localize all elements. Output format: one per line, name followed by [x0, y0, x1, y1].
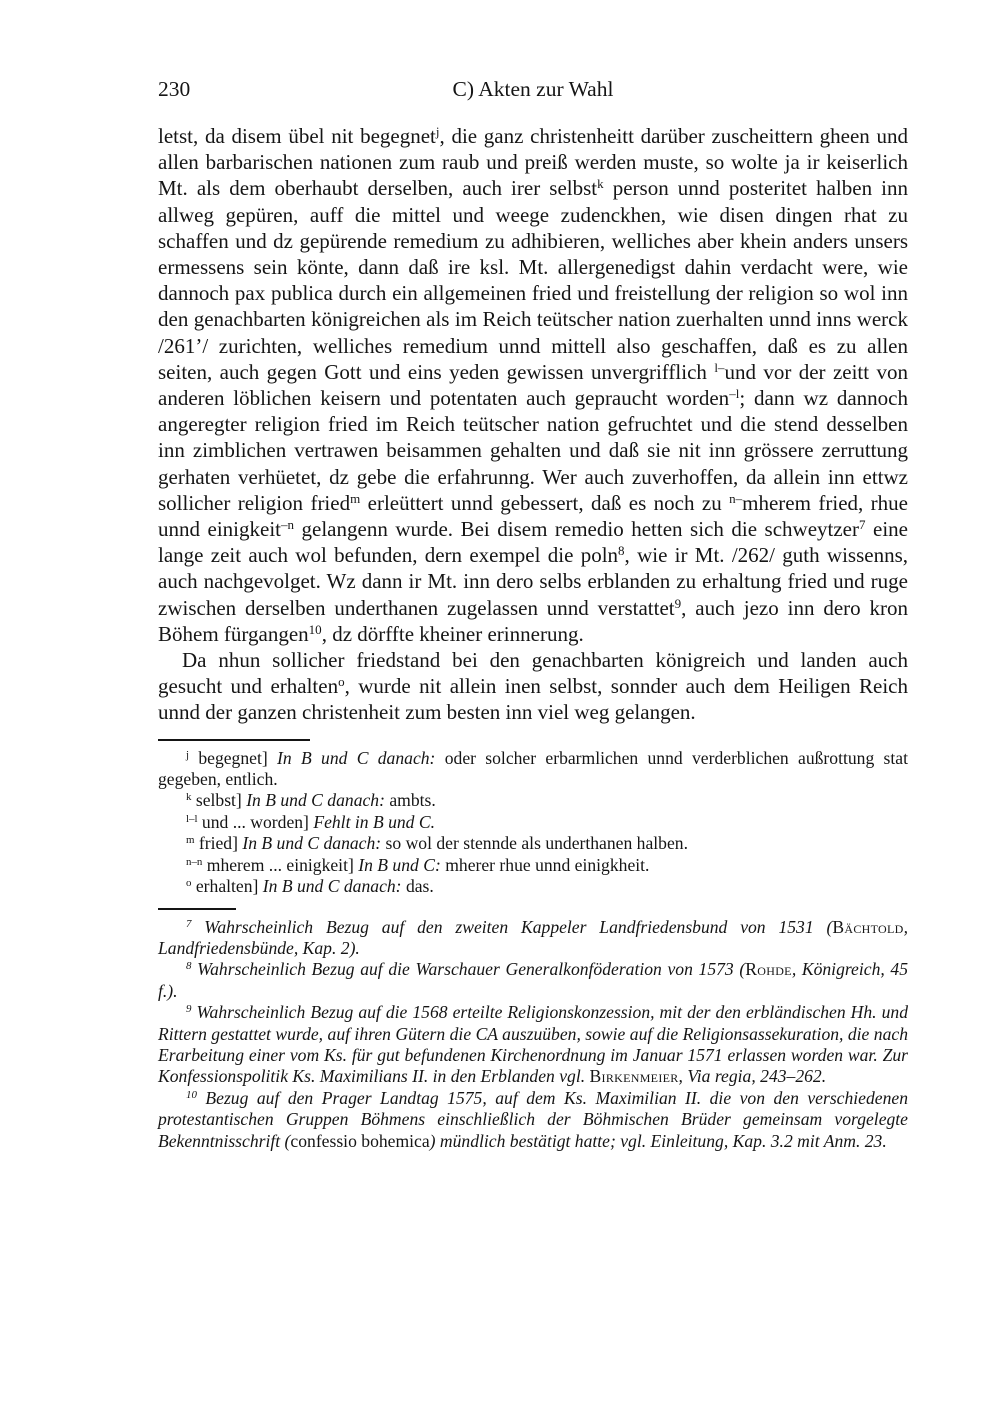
note-reference: 8: [618, 543, 625, 559]
text-run: In B und C danach:: [262, 876, 402, 897]
text-column: [158, 76, 908, 1152]
footnote-entry: [158, 959, 908, 1002]
text-run: Birkenmeier: [589, 1066, 679, 1087]
apparatus-marker: n–n: [186, 855, 203, 868]
text-run: Bezug auf den Prager Landtag 1575, auf dem Ks. Maximilian II. die von den verschiedenen protestantischen Gruppen Böhmens einschließlich der Böhmischen Brüder gemeinsam vorgelegte Bekenntnisschrift (: [158, 1087, 908, 1151]
note-reference: j: [435, 123, 440, 139]
text-run: ambts.: [384, 790, 436, 811]
apparatus-marker: m: [186, 834, 195, 847]
text-run: Fehlt in B und C.: [313, 811, 436, 832]
footnote-number: 9: [186, 1003, 192, 1016]
apparatus-marker: j: [186, 748, 190, 761]
text-run: eine lange zeit auch wol befunden, dern exempel die poln: [158, 517, 909, 568]
body-paragraph: [158, 123, 908, 647]
text-run: mherer rhue unnd einigkheit.: [440, 854, 650, 875]
running-header: [158, 76, 908, 102]
text-run: Wahrscheinlich Bezug auf den zweiten Kappeler Landfriedensbund von 1531 (: [191, 916, 833, 937]
text-run: Wahrscheinlich Bezug auf die Warschauer Generalkonföderation von 1573 (: [191, 959, 746, 980]
text-run: erleüttert unnd gebessert, daß es noch zu: [360, 490, 730, 515]
apparatus-marker: o: [186, 877, 192, 890]
text-run: , Königreich, 45 f.).: [158, 959, 909, 1001]
note-reference: –n: [281, 516, 295, 532]
text-run: , wurde nit allein inen selbst, sonnder auch dem Heiligen Reich unnd der ganzen christenheit zum besten inn viel weg gelangen.: [158, 674, 908, 725]
text-run: , Landfriedensbünde, Kap. 2).: [158, 916, 908, 958]
text-run: Da nhun sollicher friedstand bei den genachbarten königreich und landen auch gesucht und erhalten: [158, 648, 908, 699]
text-run: In B und C:: [358, 854, 441, 875]
text-run: , wie ir Mt. /262/ guth wissenns, auch nachgevolget. Wz dann ir Mt. inn dero selbs erblanden zu erhaltung fried und ruge zwischen derselben underthanen zugelassen unnd verstattet: [158, 543, 909, 620]
footnote-separator-rule: [158, 908, 236, 910]
text-run: begegnet]: [189, 747, 278, 768]
text-run: confessio bohemica: [290, 1130, 430, 1151]
text-run: , auch jezo inn dero kron Böhem fürgangen: [158, 595, 908, 646]
note-reference: m: [350, 490, 361, 506]
text-run: erhalten]: [191, 876, 263, 897]
text-run: Bächtold: [832, 916, 904, 937]
text-run: und ... worden]: [197, 811, 314, 832]
apparatus-separator-rule: [158, 739, 310, 741]
text-run: mherem fried, rhue unnd einigkeit: [158, 490, 908, 542]
text-run: , Via regia, 243–262.: [678, 1066, 827, 1087]
footnote-entry: [158, 1088, 908, 1152]
apparatus-entry: [158, 876, 908, 897]
apparatus-entry: [158, 833, 908, 854]
text-run: und vor der zeitt von anderen löblichen keisern und potentaten auch gepraucht worden: [158, 359, 909, 411]
text-run: fried]: [194, 833, 243, 854]
text-run: so wol der stennde als underthanen halben.: [381, 833, 688, 854]
apparatus-entry: [158, 748, 908, 791]
running-title: C) Akten zur Wahl: [452, 77, 614, 101]
text-run: gelangenn wurde. Bei disem remedio hetten sich die schweytzer: [294, 517, 859, 542]
apparatus-marker: l–l: [186, 812, 198, 825]
footnote-number: 10: [186, 1088, 197, 1101]
text-run: mherem ... einigkeit]: [202, 854, 359, 875]
text-run: ; dann wz dannoch angeregter religion fried im Reich teütscher nation gefruchtet und die stend desselben inn zimblichen vertrawen beisammen gehalten und daß sie nit inn grössere zerruttung gerhaten verhüetet, dz gebe die erfahrunng. Wer auch zuverhoffen, da allein inn ettwz sollicher religion fried: [158, 386, 908, 515]
apparatus-entry: [158, 812, 908, 833]
text-run: , dz dörffte kheiner erinnerung.: [321, 621, 584, 646]
text-run: In B und C danach:: [242, 833, 382, 854]
text-run: das.: [401, 876, 434, 897]
footnote-number: 8: [186, 960, 192, 973]
footnote-number: 7: [186, 917, 192, 930]
text-run: letst, da disem übel nit begegnet: [158, 124, 436, 148]
text-run: ) mündlich bestätigt hatte; vgl. Einleitung, Kap. 3.2 mit Anm. 23.: [429, 1130, 887, 1151]
note-reference: k: [597, 176, 604, 192]
text-run: Wahrscheinlich Bezug auf die 1568 erteilte Religionskonzession, mit der den erbländischen Hh. und Rittern gestattet wurde, auf ihren Gütern die CA auszuüben, sowie auf die Religionsassekuration, die nach Erarbeitung einer vom Ks. für gut befundenen Kirchenordnung im Januar 1571 erlassen worden war. Zur Konfessionspolitik Ks. Maximilians II. in den Erblanden vgl.: [158, 1002, 908, 1087]
body-paragraph: [158, 647, 908, 726]
note-reference: o: [338, 674, 345, 690]
note-reference: 9: [674, 595, 682, 611]
footnote-entry: [158, 917, 908, 960]
text-run: selbst]: [191, 790, 247, 811]
critical-apparatus-block: [158, 748, 908, 898]
apparatus-entry: [158, 790, 908, 811]
note-reference: –l: [729, 385, 740, 401]
note-reference: 10: [308, 621, 322, 637]
text-run: In B und C danach:: [246, 790, 385, 811]
page-number: 230: [158, 77, 191, 101]
note-reference: n–: [729, 490, 743, 506]
text-run: person unnd posteritet halben inn allweg gepüren, auff die mittel und weege zudenckhen, wie disen dingen rhat zu schaffen und dz gepürende remedium zu adhibieren, welliches aber khein anders unsers ermessens sein könte, dann daß ire ksl. Mt. allergenedigst dahin verdacht were, wie dannoch pax publica durch ein allgemeinen fried und freistellung der religion so wol inn den genachbarten königreichen als im Reich teütscher nation zuerhalten unnd inns werck /261’/ zurichten, welliches remedium unnd mittell also geschaffen, daß es zu allen seiten, auch gegen Gott und eins yeden gewissen unvergrifflich: [158, 176, 908, 384]
note-reference: l–: [714, 359, 725, 375]
footnotes-block: [158, 917, 908, 1152]
note-reference: 7: [859, 516, 866, 532]
main-text-block: [158, 123, 908, 726]
text-run: In B und C danach:: [277, 747, 436, 768]
apparatus-entry: [158, 855, 908, 876]
text-run: , die ganz christenheitt darüber zuscheittern gheen und allen barbarischen nationen zum raub und preiß werden muste, so wolte ja ir keiserlich Mt. als dem oberhaubt derselben, auch irer selbst: [158, 124, 908, 201]
footnote-entry: [158, 1002, 908, 1088]
text-run: oder solcher erbarmlichen unnd verderblichen außrottung stat gegeben, entlich.: [158, 747, 908, 790]
text-run: Rohde: [745, 959, 792, 980]
apparatus-marker: k: [186, 791, 192, 804]
